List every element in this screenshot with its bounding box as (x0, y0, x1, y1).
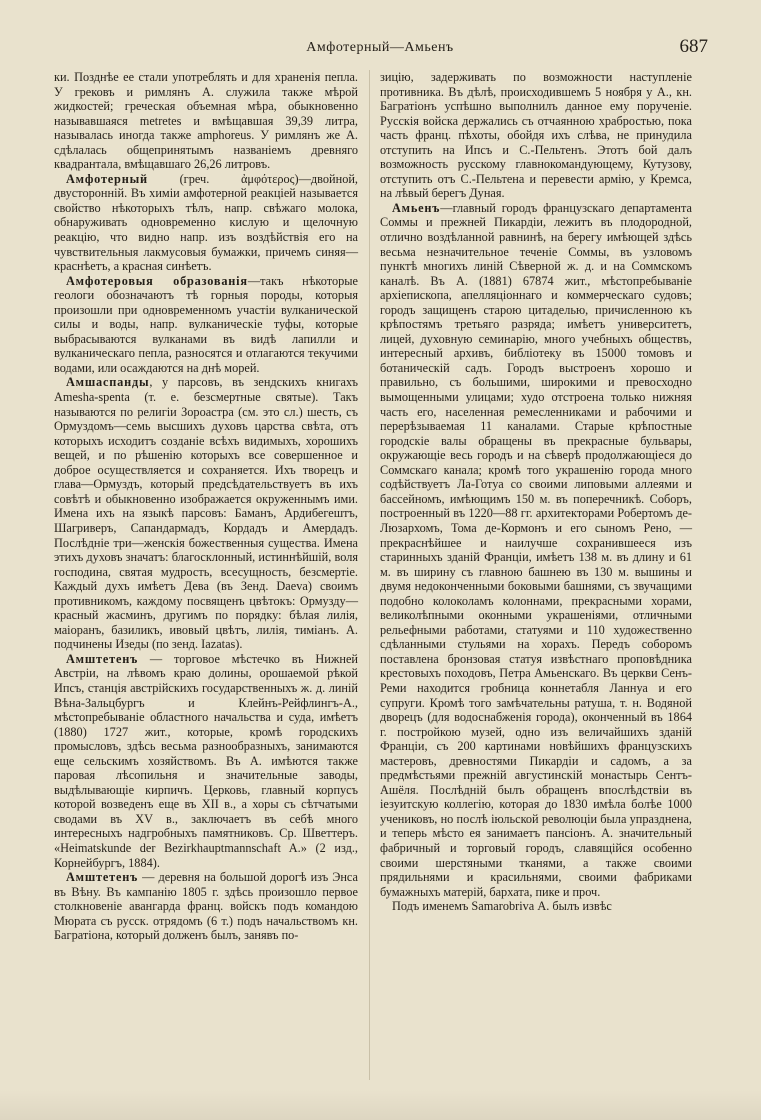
article-amshteten-continuation: зицію, задерживать по возможности наступленіе противника. Въ дѣлѣ, происходившемъ 5 ноября у А., кн. Багратіонъ успѣшно выполнилъ данное ему порученіе. Русскія войска держались съ отчаянною храбростью, пока часть франц. пѣхоты, обойдя ихъ слѣва, не принудила отступить на Ипсъ и С.-Пельтенъ. Этотъ бой далъ возможность русскому главнокомандующему, Кутузову, отступить отъ С.-Пельтена и перевести армію, у Кремса, на лѣвый берегъ Дуная. (380, 70, 692, 201)
headword: Амштетенъ (66, 870, 139, 885)
left-column (54, 70, 358, 943)
headword: Амфотерный (66, 171, 148, 186)
article-text: — торговое мѣстечко въ Нижней Австріи, на лѣвомъ краю долины, орошаемой рѣкой Ипсъ, станція австрійскихъ государственныхъ ж. д. линій Вѣна-Зальцбургъ и Клейнъ-Рейфлингъ-А., мѣстопребываніе областного начальства и суда, имѣетъ (1880) 1727 жит., которые, кромѣ городскихъ промысловъ, здѣсь весьма разнообразныхъ, занимаются еще сельскимъ хозяйствомъ. Въ А. имѣются также паровая лѣсопильня и значительные заводы, выдѣлывающіе кирпичъ. Церковь, главный корпусъ которой возведенъ еще въ XII в., а хоры съ сѣтчатыми сводами въ XV в., заключаетъ въ себѣ много интересныхъ надгробныхъ памятниковъ. Ср. Шветтеръ. «Heimatskunde der Bezirkhauptmannschaft A.» (2 изд., Корнейбургъ, 1884). (54, 651, 358, 870)
article-text: (греч. ἀμφότερος)—двойной, двусторонній. Въ химіи амфотерной реакціей называется свойство нѣкоторыхъ тѣлъ, напр. свѣжаго молока, обнаруживать одновременно кислую и щелочную реакцію, что видно напр. изъ воздѣйствія его на чувствительныя лакмусовыя бумажки, причемъ синяя—краснѣетъ, а красная синѣетъ. (54, 171, 358, 274)
headword: Амштетенъ (66, 651, 139, 666)
headword: Амьенъ (392, 200, 441, 215)
article-text: —главный городъ французскаго департамента Соммы и прежней Пикардіи, лежитъ въ плодородной, отлично воздѣланной равнинѣ, на берегу имѣющей здѣсь весьма незначительное теченіе Соммы, въ узловомъ пунктѣ многихъ линій Сѣверной ж. д. и на Соммскомъ каналѣ. Въ А. (1881) 67874 жит., мѣстопребываніе архіепископа, апелляціоннаго и коммерческаго судовъ; городъ защищенъ старою цитаделью, причисленною къ крѣпостямъ третьяго разряда; имѣетъ университетъ, лицей, духовную семинарію, много учебныхъ обществъ, интересный архивъ, библіотеку въ 15000 томовъ и ботаническій садъ. Городъ выстроенъ хорошо и правильно, съ большими, широкими и превосходно вымощенными улицами; худо отстроена только нижняя часть его, населенная ремесленниками и рабочими и перерѣзываемая 11 каналами. Старые крѣпостные городскіе валы обращены въ прекрасные бульвары, окружающіе весь городъ и на сѣверѣ продолжающіеся до Соммскаго канала; кромѣ того украшенію города много содѣйствуетъ Ла-Готуа со своими липовыми аллеями и бассейномъ, имѣющимъ 150 м. въ поперечникѣ. Соборъ, построенный въ 1220—88 гг. архитекторами Робертомъ де-Люзархомъ, Тома де-Кормонъ и его сыномъ Рено, — прекраснѣйшее и наилучше сохранившееся изъ старинныхъ зданій Франціи, имѣетъ 138 м. въ длину и 61 м. въ ширину съ главною башнею въ 130 м. вышины и двумя недоконченными боковыми башнями, съ звучащими подобно колоколамъ колоннами, прекрасными хорами, великолѣпными оконными украшеніями, отличными рельефными работами, статуями и 110 художественно сдѣланными стульями на хорахъ. Передъ соборомъ поставлена бронзовая статуя извѣстнаго проповѣдника крестовыхъ походовъ, Петра Амьенскаго. Въ церкви Сенъ-Реми находится гробница коннетабля Ланнуа и его супруги. Кромѣ того замѣчательны ратуша, т. н. Водяной дворецъ (для водоснабженія города), оконченный въ 1864 г. постройкою музей, одно изъ величайшихъ зданій Франціи, съ 200 картинами новѣйшихъ французскихъ мастеровъ, древностями Пикардіи и садомъ, а за предмѣстьями прежній августинскій монастырь Сентъ-Ашёля. Послѣдній былъ обращенъ впослѣдствіи въ іезуитскую коллегію, которая до 1830 имѣла болѣе 1000 учениковъ, но послѣ іюльской революціи была упразднена, и теперь мѣсто ея занимаетъ пансіонъ. А. значительный фабричный и торговый городъ, славящійся особенно своими шерстяными тканями, а также своими прядильнями и красильнями, своими фабриками бумажныхъ матерій, бархата, пике и проч. (380, 200, 692, 899)
article-text: — деревня на большой дорогѣ изъ Энса въ Вѣну. Въ кампанію 1805 г. здѣсь произошло первое столкновеніе авангарда франц. войскъ подъ командою Мюрата съ русск. отрядомъ (6 т.) подъ начальствомъ кн. Багратіона, который долженъ былъ, занявъ по- (54, 870, 358, 943)
right-column (380, 70, 692, 914)
headword: Амфотеровыя образованія (66, 273, 248, 288)
page-header (52, 36, 708, 58)
article-amiens-history: Подъ именемъ Samarobriva А. былъ извѣс (392, 899, 612, 914)
page-bottom-edge (0, 1090, 761, 1120)
running-head: Амфотерный—Амьенъ (306, 40, 454, 55)
article-amshteten-village (54, 870, 358, 943)
page-number: 687 (679, 36, 708, 57)
article-amshteten-town (54, 652, 358, 870)
article-text: —такъ нѣкоторые геологи обозначаютъ тѣ горныя породы, которыя произошли при одновременномъ участіи вулканической силы и воды, напр. вулканическіе туфы, которые выбрасываются вулканами въ видѣ лапилли и вулканическаго пепла, разносятся и отлагаются текучими водами, или осаждаются на днѣ морей. (54, 273, 358, 375)
article-amphora-continuation: ки. Позднѣе ее стали употреблять и для храненія пепла. У грековъ и римлянъ А. служила также мѣрой жидкостей; греческая объемная мѣра, обыкновенно называвшаяся metretes и вмѣщавшая 39,39 литра, называлась иногда также amphoreus. У римлянъ же А. сдѣлалась общепринятымъ названіемъ древняго квадрантала, вмѣщавшаго 26,26 литровъ. (54, 70, 358, 172)
article-amiens (380, 201, 692, 899)
article-text: , у парсовъ, въ зендскихъ книгахъ Amesha-spenta (т. е. безсмертные святые). Такъ называются по религіи Зороастра (см. это сл.) шесть, съ Ормуздомъ—семь высшихъ духовъ царства свѣта, отъ которыхъ исходитъ созданіе всѣхъ видимыхъ, хорошихъ вещей, и по рѣшенію которыхъ все совершенное и доброе осуществляется и сохраняется. Ихъ творецъ и глава—Ормуздъ, который предсѣдательствуетъ въ ихъ совѣтѣ и обыкновенно изображается окруженнымъ ими. Имена ихъ на языкѣ парсовъ: Баманъ, Ардибегештъ, Шагриверъ, Сапандармадъ, Кордадъ и Амердадъ. Послѣдніе три—женскія божественныя существа. Имена этихъ духовъ значатъ: благосклонный, истиннѣйшій, воля господина, святая мудрость, всесущность, безсмертіе. Каждый духъ имѣетъ Дева (въ Зенд. Daeva) своимъ противникомъ, каждому посвященъ цвѣтокъ: Ормузду—красный жасминъ, другимъ по порядку: бѣлая лилія, маіоранъ, базиликъ, ивовый цвѣтъ, лилія, тиміанъ. А. подчинены Изеды (по зенд. Iazatas). (54, 375, 358, 652)
article-amshaspandy (54, 375, 358, 651)
article-amfoterovye-obrazovaniya (54, 274, 358, 376)
headword: Амшаспанды (66, 375, 150, 390)
article-amfoterny (54, 172, 358, 274)
column-divider (369, 70, 370, 1080)
